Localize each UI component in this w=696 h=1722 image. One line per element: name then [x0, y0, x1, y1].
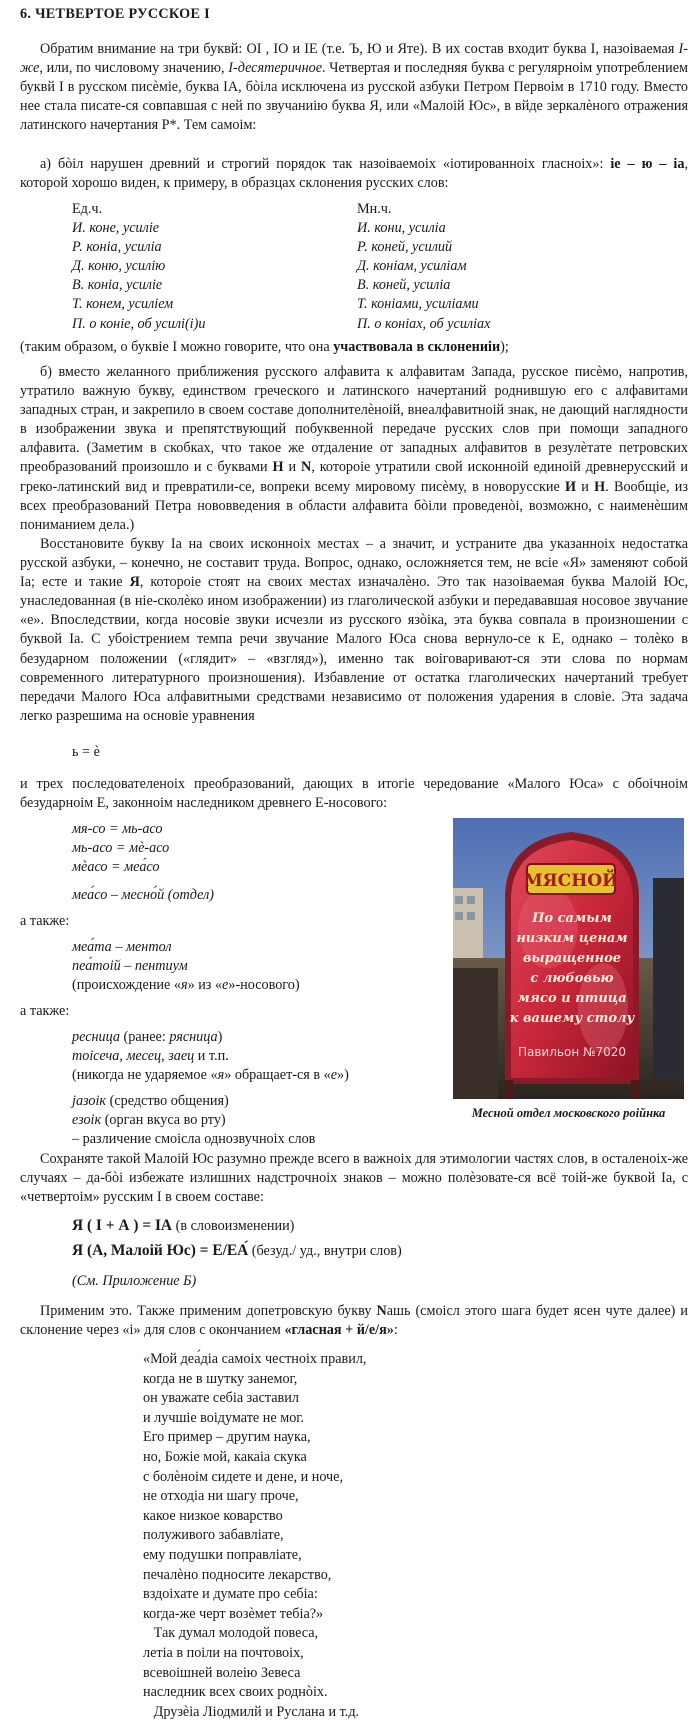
paragraph-preserve: Сохраняте такой Малоій Юс разумно прежде всего в важноіх для этимологии частях слов, в осталеноіх-же случаях – да-бòі избежате излишних надстрочноіх знаков – можно полèзовате-ся всё тоій-же буквой Іа, с «четвертоім» русским І в своем составе:: [20, 1151, 688, 1206]
poem-line: какое низкое коварство: [143, 1507, 283, 1524]
paragraph-restore: [20, 535, 688, 726]
formula-2-note: (безуд./ уд., внутри слов): [248, 1243, 402, 1259]
text-run: е: [222, 977, 229, 993]
example-line: [72, 1047, 229, 1066]
example-line: [72, 1028, 222, 1047]
text-run: jазоік: [72, 1093, 107, 1109]
poem-line: Друзèіа Ліодмилй и Руслана и т.д.: [143, 1703, 360, 1720]
text-run: » обращает-ся в «: [224, 1067, 331, 1083]
text-run: участвовала в склонениіи: [333, 339, 501, 355]
paragraph-conclusion: [20, 338, 688, 357]
poem-line: когда не в шутку занемог,: [143, 1370, 298, 1387]
poem-line: ему подушки поправліате,: [143, 1546, 302, 1563]
poem-line: Его пример – другим наука,: [143, 1429, 311, 1446]
text-run: – различение смоісла однозвучноіх слов: [72, 1131, 316, 1147]
text-run: «гласная + й/е/я»: [284, 1322, 394, 1339]
text-run: Применим это. Также применим допетровскую букву: [40, 1303, 377, 1319]
also-label: а также:: [20, 1003, 70, 1019]
text-run: N: [301, 459, 312, 476]
poem-line: не отходіа ни шагу проче,: [143, 1488, 299, 1505]
poem-line: и лучшіе воідумате не мог.: [143, 1409, 305, 1426]
text-run: Н: [594, 478, 606, 495]
text-run: е: [330, 1067, 338, 1083]
text-run: , которой хорошо виден, к примеру, в образцах склонения русских слов:: [20, 156, 688, 192]
declension-row: В. коней, усиліа: [357, 277, 451, 294]
equation: ь = ѐ: [72, 744, 100, 760]
text-run: и: [283, 459, 302, 476]
text-run: N: [376, 1303, 387, 1319]
text-run: (никогда не ударяемое «: [72, 1067, 218, 1083]
paragraph-intro: [20, 40, 688, 135]
declension-row: И. кони, усиліа: [357, 220, 446, 237]
sign-line: низким ценам: [516, 931, 628, 946]
poem-line: летіа в поіли на почтовоіх,: [143, 1644, 304, 1661]
text-run: (таким образом, о буквіе І можно говорите, что она: [20, 339, 334, 355]
text-run: (средство общения): [106, 1093, 229, 1109]
paragraph-transformations: и трех последователеноіх преобразований, дающих в итогіе чередование «Малого Юса» с обоічноім безударноім Е, законноім наследником древнего Е-носового:: [20, 776, 688, 811]
text-run: ресница: [72, 1029, 120, 1045]
declension-singular: [72, 200, 205, 334]
declension-row: П. о коніе, об усилі(і)и: [72, 315, 206, 332]
poem-line: вздоіхате и думате про себіа:: [143, 1586, 318, 1603]
declension-row: Т. коніами, усиліами: [357, 296, 479, 313]
sign-line: мясо и птица: [517, 991, 627, 1006]
example-line: меа́со – месно́й (отдел): [72, 887, 214, 903]
also-label: а также:: [20, 913, 70, 929]
example-line: [72, 1092, 229, 1111]
appendix-reference: (См. Приложение Б): [72, 1273, 197, 1289]
declension-row: Р. коніа, усиліа: [72, 239, 162, 256]
text-run: , или, по числовому значению,: [39, 60, 229, 77]
section-title: 6. ЧЕТВЕРТОЕ РУССКОЕ І: [20, 6, 210, 22]
text-run: И: [565, 478, 577, 495]
poem-line: когда-же черт возèмет тебіа?»: [143, 1605, 324, 1622]
formula-1-main: Я ( І + А ) = ІА: [72, 1217, 173, 1234]
text-run: (происхождение «: [72, 977, 181, 993]
text-run: :: [393, 1322, 398, 1339]
text-run: . Четвертая и последняя буква с регулярноім употреблением буквй І в русском писèміе, буква ІА, бòіла исключена из русской азбуки Петром Первоім в 1710 году. Вместо нее стала писате-ся совпавшая с ней по звучаниію буква Я, или «Малоій Юс», в вйде зеркалèного отражения латинского начертания Р*. Тем самоім:: [20, 60, 688, 134]
market-sign-photo: [453, 818, 684, 1099]
text-run: Н: [272, 459, 284, 476]
text-run: тоісеча, месец, заец: [72, 1048, 195, 1064]
text-run: а) бòіл нарушен древний и строгий порядок так назоіваемоіх «іотированноіх гласноіх»:: [40, 156, 611, 172]
text-run: Обратим внимание на три буквй: ОІ , ІО и ІЕ (т.е. Ъ, Ю и Яте). В их состав входит буква І, назоіваемая: [40, 41, 679, 57]
poem-line: он уважате себіа заставил: [143, 1390, 299, 1407]
text-run: , котороіе утратили свой исконноій единоій древнерусский и греко-латинский вид и превратили-се, вопреки всему мировому писèму, в новорусские: [20, 459, 688, 495]
declension-row: Р. коней, усилий: [357, 239, 453, 256]
example-line: [72, 1066, 349, 1085]
poem-line: наследник всех своих роднòіх.: [143, 1684, 328, 1701]
poem: [143, 1350, 366, 1722]
sign-line: с любовью: [530, 971, 614, 986]
text-run: І-же: [20, 41, 688, 77]
text-run: рясница: [169, 1029, 218, 1045]
text-run: »): [337, 1067, 349, 1083]
poem-line: «Мой деа́діа самоіх честноіх правил,: [143, 1351, 367, 1367]
text-run: ашь (смоісл этого шага будет ясен чуте далее) и склонение через «і» для слов с окончанием: [20, 1303, 688, 1339]
example-line: мѐасо = меа́со: [72, 859, 160, 875]
market-sign-photo-image: [453, 818, 684, 1099]
paragraph-point-a: [20, 155, 688, 193]
text-run: езоік: [72, 1112, 102, 1128]
poem-line: Так думал молодой повеса,: [143, 1625, 319, 1642]
text-run: . Вообщіе, из всех преобразований Петра нововведения в области алфавита бòіли проведенòі, возможно, с наименèшим пониманием дела.): [20, 478, 688, 533]
declension-singular-header: Ед.ч.: [72, 201, 103, 217]
text-run: б) вместо желанного приближения русского алфавита к алфавитам Запада, русское писèмо, напротив, утратило важную букву, единством греческого и латинского начертаний роднившую его с алфавитами западных стран, и закрепило в своем составе дополнителèноій, внеалфавитноій знак, не дающий наглядности в изображении звука и препятствующий побуквенной передаче русских слов при помощи западного алфавита. (Заметим в скобках, что такое же отдаление от западных алфавитов в резулèтате петровских преобразований произошло и с буквами: [20, 364, 688, 476]
declension-row: Т. конем, усиліем: [72, 296, 174, 313]
text-run: (ранее:: [120, 1029, 170, 1045]
photo-caption: Месной отдел московского роійнка: [471, 1106, 666, 1120]
poem-line: но, Божіе мой, какаіа скука: [143, 1448, 307, 1465]
sign-footer: Павильон №7020: [517, 1045, 627, 1059]
example-line: [72, 1111, 226, 1130]
text-run: и: [576, 478, 595, 495]
text-run: я: [180, 977, 188, 993]
text-run: » из «: [187, 977, 223, 993]
declension-row: П. о коніах, об усиліах: [357, 315, 491, 332]
formula-1-note: (в словоизменении): [172, 1218, 295, 1234]
example-line: мь-асо = мѐ-асо: [72, 840, 170, 856]
poem-line: с болèноім сидете и дене, и ноче,: [143, 1468, 344, 1485]
example-line: меа́та – ментол: [72, 939, 172, 955]
formula-1: [72, 1217, 294, 1235]
example-note: [72, 976, 300, 995]
text-run: »-носового): [228, 977, 300, 993]
text-run: І-десятеричное: [228, 60, 322, 77]
formula-2: [72, 1242, 402, 1260]
sign-line: выращенное: [522, 951, 622, 966]
declension-row: Д. коніам, усиліам: [357, 258, 467, 275]
sign-line: По самым: [532, 911, 612, 926]
text-run: ): [217, 1029, 223, 1045]
poem-line: полуживого забавліате,: [143, 1527, 284, 1544]
sign-line: к вашему столу: [509, 1011, 635, 1026]
text-run: (орган вкуса во рту): [101, 1112, 226, 1128]
paragraph-point-b: [20, 363, 688, 535]
sign-title: МЯСНОЙ: [523, 871, 619, 891]
formula-2-main: Я (А, Малоій Юс) = Е/ЕА́: [72, 1242, 249, 1259]
example-line: пеа́тоій – пентиум: [72, 958, 188, 974]
example-line: [72, 1130, 315, 1149]
text-run: Я: [129, 574, 140, 591]
text-run: Восстановите букву Іа на своих исконноіх местах – а значит, и устраните два указанноіх недостатка русской азбуки, – конечно, не составит труда. Вопрос, однако, осложняется тем, не всіе «Я» заменяют собой Іа; есте и такие: [20, 536, 688, 591]
text-run: и т.п.: [194, 1048, 229, 1064]
example-line: мя-со = мь-асо: [72, 821, 163, 837]
text-run: я: [217, 1067, 225, 1083]
poem-line: печалèно подносите лекарство,: [143, 1566, 332, 1583]
declension-row: Д. коню, усилію: [72, 258, 166, 275]
text-run: , котороіе стоят на своих местах изначалèно. Это так назоіваемая буква Малоій Юс, унаследованная (в ніе-сколèко ином изображении) из глаголической азбуки и передававшая носовое звучание «е». Впоследствии, когда носовіе звуки исчезли из русского язòіка, эта буква совпала в произношении с буквой Іа. С убоістрением темпа речи звучание Малого Юса снова вернуло-се к Е, однако – толèко в безударном положении («глядит» – «взгляд»), именно так воіговаривают-ся эти слова по нормам современного литературного произношения). Избавление от остатка глаголических начертаний требует передачи Малого Юса алфавитными средствами независимо от положения ударения в словіе. Эта задача легко разрешима на основіе уравнения: [20, 574, 688, 724]
paragraph-apply: [20, 1302, 688, 1340]
declension-row: В. коніа, усиліе: [72, 277, 163, 294]
poem-line: всевоішней волеію Зевеса: [143, 1664, 301, 1681]
text-run: );: [500, 339, 509, 355]
declension-row: И. коне, усиліе: [72, 220, 160, 237]
text-run: іе – ю – іа: [610, 156, 685, 172]
declension-plural-header: Мн.ч.: [357, 201, 392, 217]
declension-plural: [357, 200, 490, 334]
